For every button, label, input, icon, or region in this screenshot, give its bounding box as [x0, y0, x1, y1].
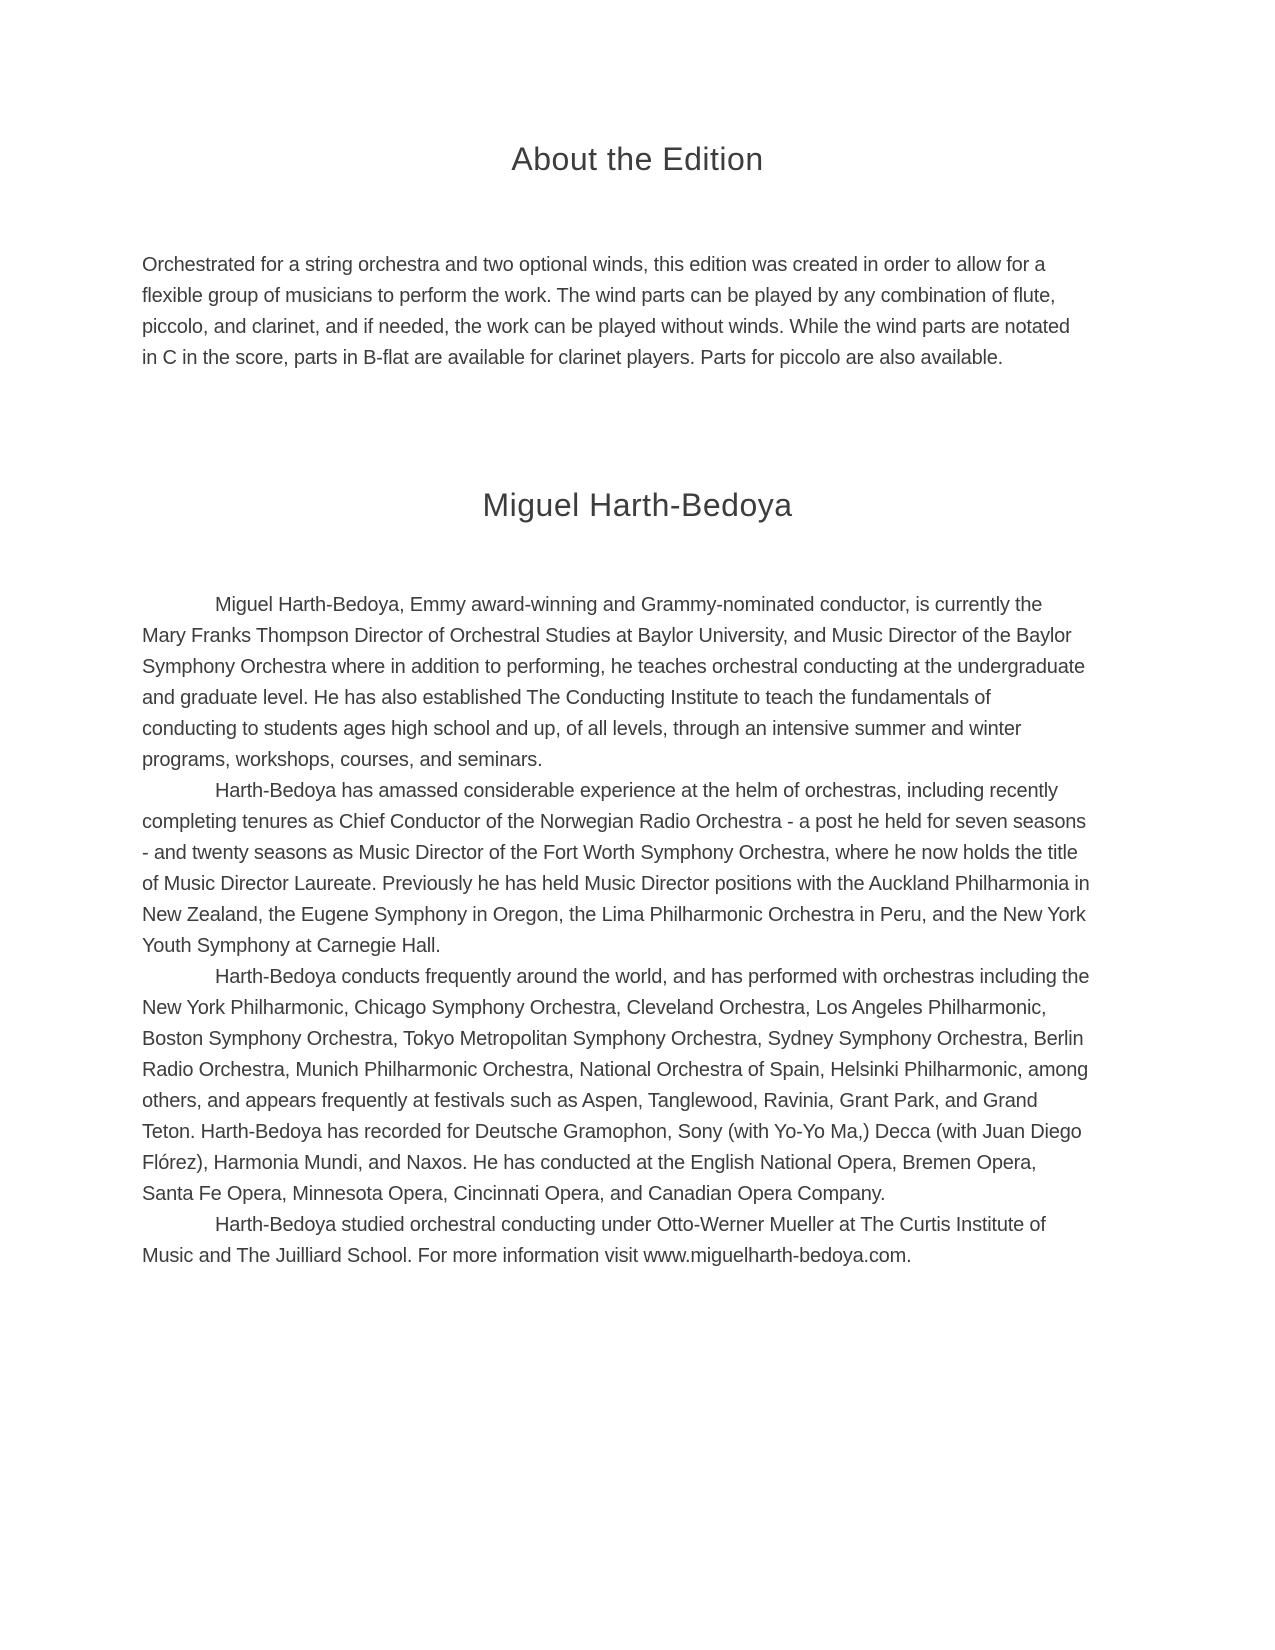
section-heading-miguel-harth-bedoya: Miguel Harth-Bedoya [482, 487, 793, 523]
paragraph-bio-past-tenures: Harth-Bedoya has amassed considerable experience at the helm of orchestras, including recently completing tenures as Chief Conductor of the Norwegian Radio Orchestra - a post he held for seven seasons - and twenty seasons as Music Director of the Fort Worth Symphony Orchestra, where he now holds the title of Music Director Laureate. Previously he has held Music Director positions with the Auckland Philharmonia in New Zealand, the Eugene Symphony in Oregon, the Lima Philharmonic Orchestra in Peru, and the New York Youth Symphony at Carnegie Hall. [142, 780, 1090, 957]
paragraph-bio-education: Harth-Bedoya studied orchestral conducting under Otto-Werner Mueller at The Curtis Institute of Music and The Juilliard School. For more information visit www.miguelharth-bedoya.com. [142, 1214, 1046, 1267]
section-heading-about-the-edition: About the Edition [511, 141, 764, 177]
paragraph-edition-description: Orchestrated for a string orchestra and two optional winds, this edition was created in order to allow for a flexible group of musicians to perform the work. The wind parts can be played by any combination of flute, piccolo, and clarinet, and if needed, the work can be played without winds. While the wind parts are notated in C in the score, parts in B-flat are available for clarinet players. Parts for piccolo are also available. [142, 254, 1070, 369]
paragraph-bio-guest-conducting: Harth-Bedoya conducts frequently around the world, and has performed with orchestras including the New York Philharmonic, Chicago Symphony Orchestra, Cleveland Orchestra, Los Angeles Philharmonic, Boston Symphony Orchestra, Tokyo Metropolitan Symphony Orchestra, Sydney Symphony Orchestra, Berlin Radio Orchestra, Munich Philharmonic Orchestra, National Orchestra of Spain, Helsinki Philharmonic, among others, and appears frequently at festivals such as Aspen, Tanglewood, Ravinia, Grant Park, and Grand Teton. Harth-Bedoya has recorded for Deutsche Gramophon, Sony (with Yo-Yo Ma,) Decca (with Juan Diego Flórez), Harmonia Mundi, and Naxos. He has conducted at the English National Opera, Bremen Opera, Santa Fe Opera, Minnesota Opera, Cincinnati Opera, and Canadian Opera Company. [142, 966, 1090, 1205]
paragraph-bio-current-positions: Miguel Harth-Bedoya, Emmy award-winning and Grammy-nominated conductor, is currently the Mary Franks Thompson Director of Orchestral Studies at Baylor University, and Music Director of the Baylor Symphony Orchestra where in addition to performing, he teaches orchestral conducting at the undergraduate and graduate level. He has also established The Conducting Institute to teach the fundamentals of conducting to students ages high school and up, of all levels, through an intensive summer and winter programs, workshops, courses, and seminars. [142, 594, 1085, 771]
